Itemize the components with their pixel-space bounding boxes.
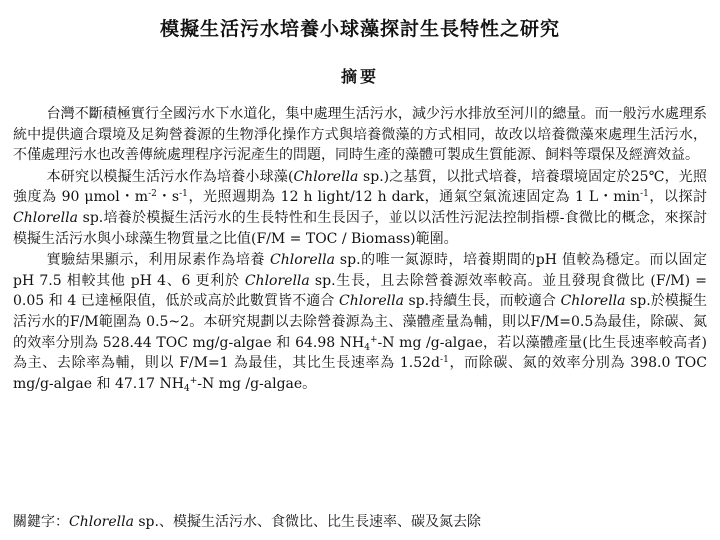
p2-text-2: sp.)之基質，以批式培養，培養環境固定於25℃，光照強度為 90 μmol・m [13,168,707,206]
paragraph-3 [13,250,707,394]
p2-text-3: ・s [156,189,180,206]
genus-name: Chlorella [339,293,404,310]
superscript: -1 [179,189,188,200]
document-title: 模擬生活污水培養小球藻探討生長特性之研究 [159,18,560,40]
genus-name: Chlorella [13,209,78,226]
p3-text-2: sp.的唯一氮源時，培養期間的pH 值較為穩定。而以固定 pH 7.5 相較其他 pH 4、6 更利於 [13,252,708,289]
p3-text-8: -N mg /g-algae。 [197,375,317,392]
superscript: + [189,375,198,386]
superscript: -1 [640,189,649,200]
paragraph-1: 台灣不斷積極實行全國污水下水道化，集中處理生活污水，減少污水排放至河川的總量。而一般污水處理系統中提供適合環境及足夠營養源的生物淨化操作方式與培養微藻的方式相同，故改以培養微藻來處理生活污水，不僅處理污水也改善傳統處理程序污泥產生的問題，同時生產的藻體可製成生質能源、飼料等環保及經濟效益。 [13,106,707,164]
genus-name: Chlorella [560,293,626,310]
p3-text-7: ，而除碳、氮的效率分別為 398.0 TOC mg/g-algae 和 47.17 NH [13,355,707,392]
p3-text-1: 實驗結果顯示，利用尿素作為培養 [46,252,270,269]
p2-text-1: 本研究以模擬生活污水作為培養小球藻( [46,168,294,185]
paragraph-2 [13,167,707,249]
p3-text-4: sp.持續生長，而較適合 [403,293,561,310]
p2-text-5: ，以探討 [648,189,708,206]
keywords-line [13,512,707,532]
subscript: 4 [364,342,370,353]
superscript: -2 [148,189,157,200]
abstract-heading: 摘要 [340,67,379,86]
genus-name: Chlorella [244,272,310,289]
keywords-label: 關鍵字： [13,514,69,530]
genus-name: Chlorella [293,168,359,185]
p2-text-4: ，光照週期為 12 h light/12 h dark，通氣空氣流速固定為 1 L・min [187,189,641,206]
genus-name: Chlorella [270,252,335,269]
p3-text-5: sp.於模擬生活污水的F/M範圍為 0.5~2。本研究規劃以去除營養源為主、藻體產量為輔，則以F/M=0.5為最佳，除碳、氮的效率分別為 528.44 TOC mg/g-algae 和 64.98 NH [13,293,708,351]
keywords-list: sp.、模擬生活污水、食微比、比生長速率、碳及氮去除 [133,514,481,530]
abstract-body [13,104,707,394]
superscript: + [370,334,378,345]
p3-text-3: sp.生長，且去除營養源效率較高。並且發現食微比 (F/M) = 0.05 和 4 已達極限值，低於或高於此數質皆不適合 [13,272,707,310]
p3-text-6: -N mg /g-algae，若以藻體產量(比生長速率較高者)為主、去除率為輔，則以 F/M=1 為最佳，其比生長速率為 1.52d [13,334,707,372]
genus-name: Chlorella [69,514,134,530]
p2-text-6: sp.培養於模擬生活污水的生長特性和生長因子，並以以活性污泥法控制指標-食微比的概念，來探討模擬生活污水與小球藻生物質量之比值(F/M = TOC / Biomass)範圍。 [13,209,707,247]
superscript: -1 [440,355,449,366]
subscript: 4 [183,383,190,394]
